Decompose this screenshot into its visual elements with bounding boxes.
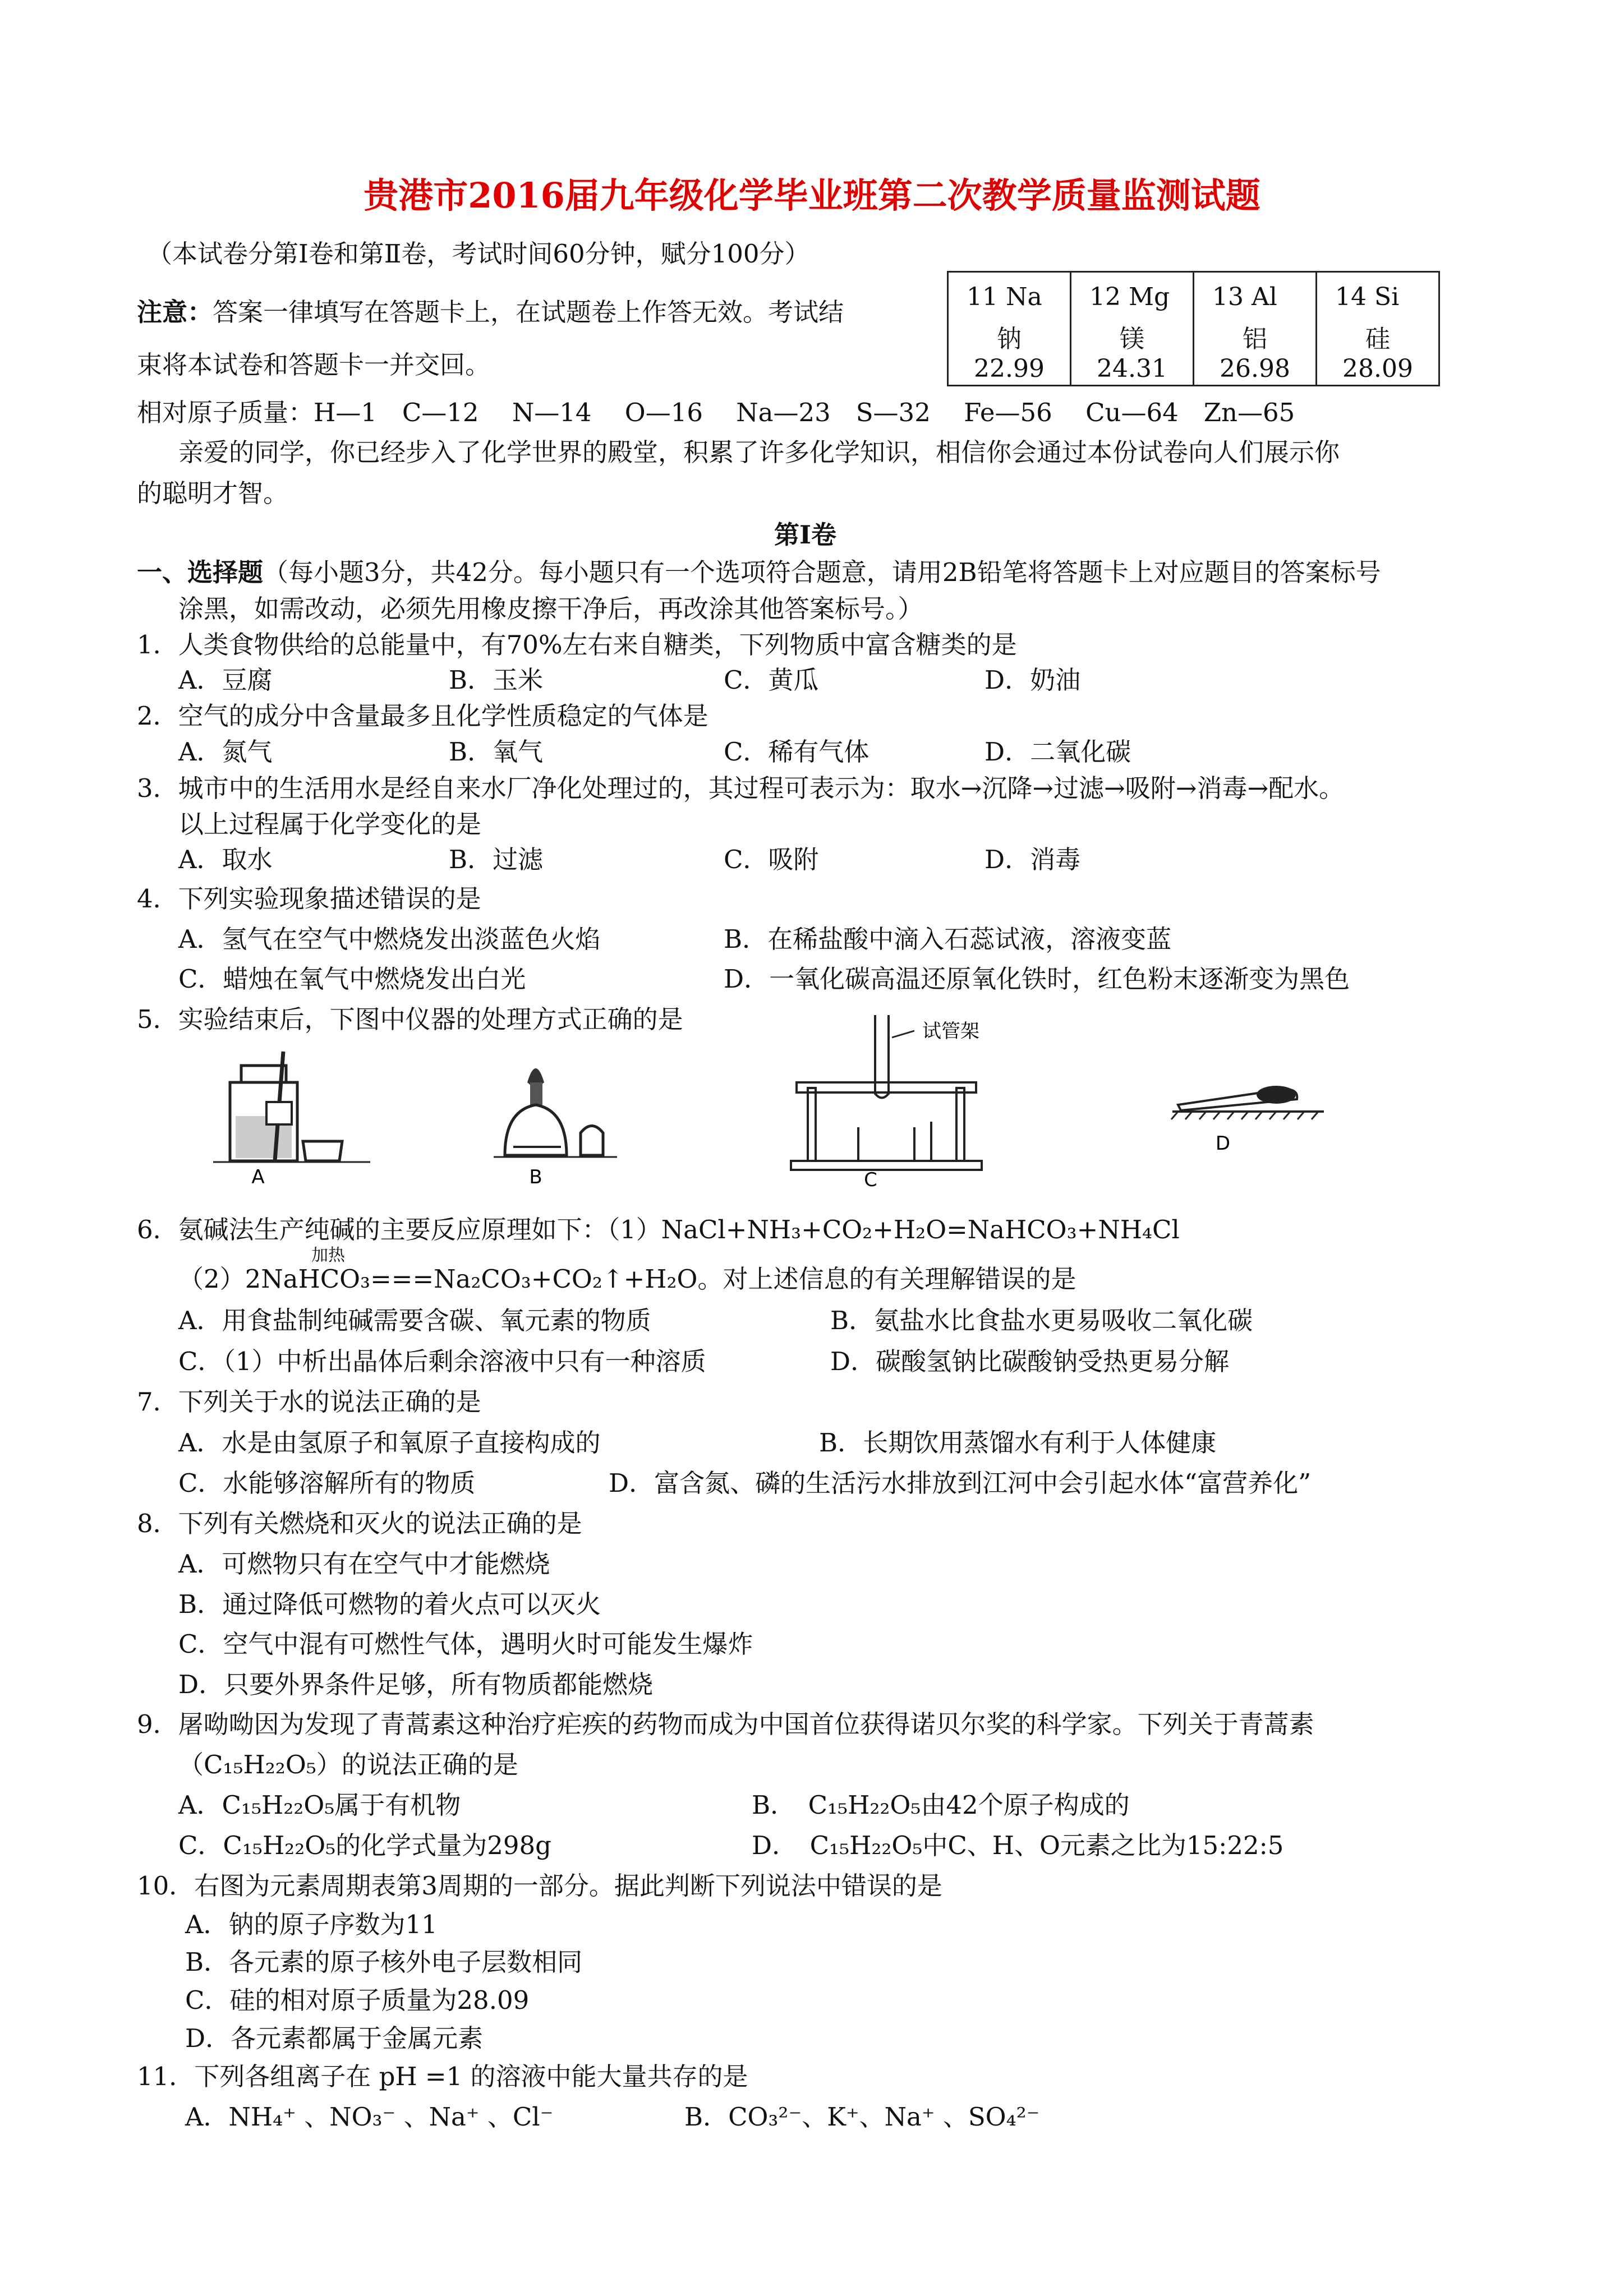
element-cell-mg: 12 Mg 镁 24.31	[1071, 272, 1194, 386]
q11-option-b: B．CO₃²⁻、K⁺、Na⁺ 、SO₄²⁻	[684, 2102, 1040, 2132]
q1-option-a: A．豆腐	[178, 665, 273, 695]
page-title: 贵港市2016届九年级化学毕业班第二次教学质量监测试题	[364, 175, 1260, 216]
q2-option-c: C．稀有气体	[724, 737, 869, 767]
q8-option-b: B．通过降低可燃物的着火点可以灭火	[178, 1589, 601, 1619]
greeting-line-1: 亲爱的同学，你已经步入了化学世界的殿堂，积累了许多化学知识，相信你会通过本份试卷向人们展示你	[178, 437, 1340, 467]
q10-option-a: A．钠的原子序数为11	[185, 1910, 438, 1939]
q5-label-a: A	[251, 1166, 265, 1188]
q6-option-b: B．氨盐水比食盐水更易吸收二氧化碳	[830, 1306, 1253, 1335]
element-cell-al: 13 Al 铝 26.98	[1194, 272, 1317, 386]
q4-option-a: A．氢气在空气中燃烧发出淡蓝色火焰	[178, 924, 601, 954]
q9-option-c: C．C₁₅H₂₂O₅的化学式量为298g	[178, 1831, 551, 1860]
q8-option-a: A．可燃物只有在空气中才能燃烧	[178, 1549, 550, 1579]
q5-rack-label: 试管架	[922, 1020, 979, 1043]
section-heading: 第Ⅰ卷	[774, 520, 837, 550]
q11-option-a: A．NH₄⁺ 、NO₃⁻ 、Na⁺ 、Cl⁻	[185, 2102, 554, 2132]
q7-option-c: C．水能够溶解所有的物质	[178, 1468, 476, 1498]
q5-figure-b-alcohol-lamp	[482, 1043, 628, 1189]
q5-figure-a-reagent-bottle	[213, 1043, 370, 1189]
part1-instructions	[137, 557, 1381, 587]
q5-stem: 5．实验结束后，下图中仪器的处理方式正确的是	[137, 1004, 683, 1034]
q4-option-d: D．一氧化碳高温还原氧化铁时，红色粉末逐渐变为黑色	[724, 964, 1350, 994]
q7-option-a: A．水是由氢原子和氧原子直接构成的	[178, 1428, 601, 1458]
q3-stem: 3．城市中的生活用水是经自来水厂净化处理过的，其过程可表示为：取水→沉降→过滤→吸附→消毒→配水。	[137, 773, 1345, 803]
q2-option-b: B．氧气	[449, 737, 544, 767]
q5-figure-d-test-tube	[1156, 1066, 1358, 1189]
q6-heat-label: 加热	[311, 1246, 345, 1265]
part1-label: 一、选择题	[137, 557, 264, 587]
q8-option-c: C．空气中混有可燃性气体，遇明火时可能发生爆炸	[178, 1629, 753, 1659]
q4-option-b: B．在稀盐酸中滴入石蕊试液，溶液变蓝	[724, 924, 1172, 954]
part1-text: （每小题3分，共42分。每小题只有一个选项符合题意，请用2B铅笔将答题卡上对应题目的答案标号	[263, 557, 1381, 587]
periodic-table-fragment	[947, 271, 1440, 386]
q5-label-c: C	[864, 1169, 877, 1189]
notice-label: 注意：	[137, 297, 213, 327]
q3-option-b: B．过滤	[449, 845, 544, 874]
q1-stem: 1．人类食物供给的总能量中，有70%左右来自糖类，下列物质中富含糖类的是	[137, 630, 1017, 660]
q3-stem-cont: 以上过程属于化学变化的是	[178, 809, 482, 839]
q8-stem: 8．下列有关燃烧和灭火的说法正确的是	[137, 1509, 582, 1538]
q6-stem: 6．氨碱法生产纯碱的主要反应原理如下：（1）NaCl+NH₃+CO₂+H₂O=NaHCO₃+NH₄Cl	[137, 1215, 1180, 1244]
q7-stem: 7．下列关于水的说法正确的是	[137, 1387, 481, 1417]
notice-line-1	[137, 299, 844, 325]
q2-stem: 2．空气的成分中含量最多且化学性质稳定的气体是	[137, 701, 709, 731]
element-cell-na: 11 Na 钠 22.99	[948, 272, 1071, 386]
q1-option-d: D．奶油	[984, 665, 1081, 695]
q6-option-d: D．碳酸氢钠比碳酸钠受热更易分解	[830, 1347, 1230, 1376]
q8-option-d: D．只要外界条件足够，所有物质都能燃烧	[178, 1670, 654, 1699]
q9-option-b: B． C₁₅H₂₂O₅由42个原子构成的	[752, 1790, 1130, 1820]
q7-option-d: D．富含氮、磷的生活污水排放到江河中会引起水体“富营养化”	[609, 1468, 1312, 1498]
q3-option-d: D．消毒	[984, 845, 1081, 874]
q6-equation-2: （2）2NaHCO₃===Na₂CO₃+CO₂↑+H₂O。对上述信息的有关理解错误的是	[178, 1264, 1076, 1294]
q2-option-a: A．氮气	[178, 737, 273, 767]
q9-option-d: D． C₁₅H₂₂O₅中C、H、O元素之比为15:22:5	[752, 1831, 1284, 1860]
element-cell-si: 14 Si 硅 28.09	[1317, 272, 1439, 386]
q10-option-c: C．硅的相对原子质量为28.09	[185, 1985, 530, 2015]
q10-option-b: B．各元素的原子核外电子层数相同	[185, 1947, 583, 1977]
exam-note: （本试卷分第Ⅰ卷和第Ⅱ卷，考试时间60分钟，赋分100分）	[147, 239, 810, 269]
q1-option-c: C．黄瓜	[724, 665, 819, 695]
q9-option-a: A．C₁₅H₂₂O₅属于有机物	[178, 1790, 461, 1820]
q9-stem-cont: （C₁₅H₂₂O₅）的说法正确的是	[178, 1750, 518, 1779]
q10-stem: 10．右图为元素周期表第3周期的一部分。据此判断下列说法中错误的是	[137, 1871, 942, 1901]
q5-figure-c-test-tube-rack	[774, 1009, 1010, 1189]
q9-stem: 9．屠呦呦因为发现了青蒿素这种治疗疟疾的药物而成为中国首位获得诺贝尔奖的科学家。下列关于青蒿素	[137, 1709, 1314, 1739]
q10-option-d: D．各元素都属于金属元素	[185, 2023, 484, 2053]
q7-option-b: B．长期饮用蒸馏水有利于人体健康	[819, 1428, 1217, 1458]
q5-label-d: D	[1215, 1132, 1231, 1155]
atomic-mass-line: 相对原子质量：H—1 C—12 N—14 O—16 Na—23 S—32 Fe—56 Cu—64 Zn—65	[137, 398, 1295, 427]
q5-label-b: B	[529, 1166, 542, 1188]
q2-option-d: D．二氧化碳	[984, 737, 1131, 767]
q1-option-b: B．玉米	[449, 665, 544, 695]
q3-option-a: A．取水	[178, 845, 273, 874]
q3-option-c: C．吸附	[724, 845, 819, 874]
q6-option-c: C．（1）中析出晶体后剩余溶液中只有一种溶质	[178, 1347, 706, 1376]
q6-option-a: A．用食盐制纯碱需要含碳、氧元素的物质	[178, 1306, 651, 1335]
q4-option-c: C．蜡烛在氧气中燃烧发出白光	[178, 964, 526, 994]
q4-stem: 4．下列实验现象描述错误的是	[137, 884, 481, 914]
notice-text: 答案一律填写在答题卡上，在试题卷上作答无效。考试结	[213, 297, 844, 327]
q11-stem: 11．下列各组离子在 pH =1 的溶液中能大量共存的是	[137, 2062, 748, 2091]
part1-instructions-cont: 涂黑，如需改动，必须先用橡皮擦干净后，再改涂其他答案标号。）	[178, 594, 923, 624]
greeting-line-2: 的聪明才智。	[137, 478, 289, 508]
notice-line-2: 束将本试卷和答题卡一并交回。	[137, 350, 491, 380]
